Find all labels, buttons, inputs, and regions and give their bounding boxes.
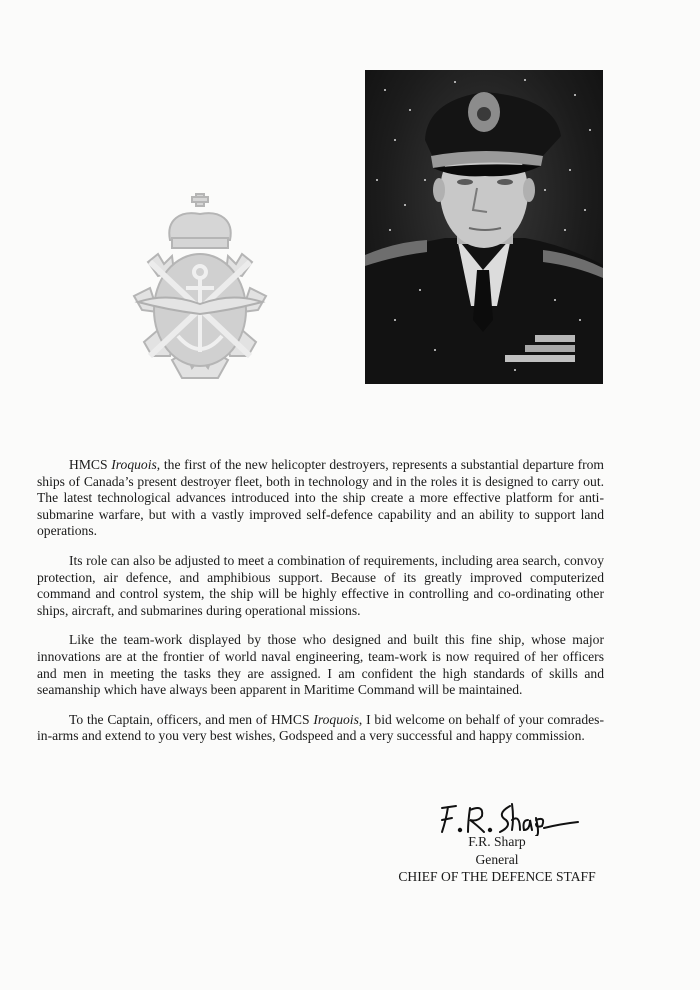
paragraph-text: , I bid welcome on behalf of your comrades-in-arms and extend to you very best wishes, Godspeed and a very successful and happy commission. xyxy=(37,711,604,744)
paragraph-2 xyxy=(37,553,604,619)
portrait-photo xyxy=(365,70,603,384)
paragraph-3 xyxy=(37,632,604,698)
ship-name: Iroquois xyxy=(111,457,157,472)
paragraph-text: Its role can also be adjusted to meet a combination of requirements, including area search, convoy protection, air defence, and amphibious support. Because of its greatly improved computerized command and control system, the ship will be highly effective in controlling and co-ordinating other ships, aircraft, and submarines during operational missions. xyxy=(37,552,604,618)
ship-name: Iroquois xyxy=(313,711,359,727)
signatory-title: CHIEF OF THE DEFENCE STAFF xyxy=(398,869,596,884)
signature-block xyxy=(382,833,612,886)
paragraph-1 xyxy=(37,457,604,540)
letter-body xyxy=(37,457,604,758)
signatory-name: F.R. Sharp xyxy=(468,834,526,849)
paragraph-text: To the Captain, officers, and men of HMCS xyxy=(69,711,314,727)
paragraph-text: , the first of the new helicopter destroyers, represents a substantial departure from ships of Canada’s present destroyer fleet, both in technology and in the roles it is designed to carry out. The latest technological advances introduced into the ship create a more effective platform for anti-submarine warfare, but with a vastly improved self-defence capability and an ability to support land operations. xyxy=(37,457,604,539)
handwritten-signature xyxy=(432,800,582,836)
paragraph-text: Like the team-work displayed by those who designed and built this fine ship, whose major innovations are at the frontier of world naval engineering, team-work is now required of her officers and men in meeting the tasks they are assigned. I am confident the high standards of skills and seamanship which have always been apparent in Maritime Command will be maintained. xyxy=(37,632,604,698)
canadian-forces-crest xyxy=(128,192,272,382)
portrait-image xyxy=(365,70,603,384)
paragraph-text: HMCS xyxy=(69,457,112,472)
signatory-rank: General xyxy=(475,851,519,867)
signature-icon xyxy=(432,800,582,836)
canadian-forces-badge-icon xyxy=(128,192,272,382)
paragraph-4 xyxy=(37,712,604,745)
